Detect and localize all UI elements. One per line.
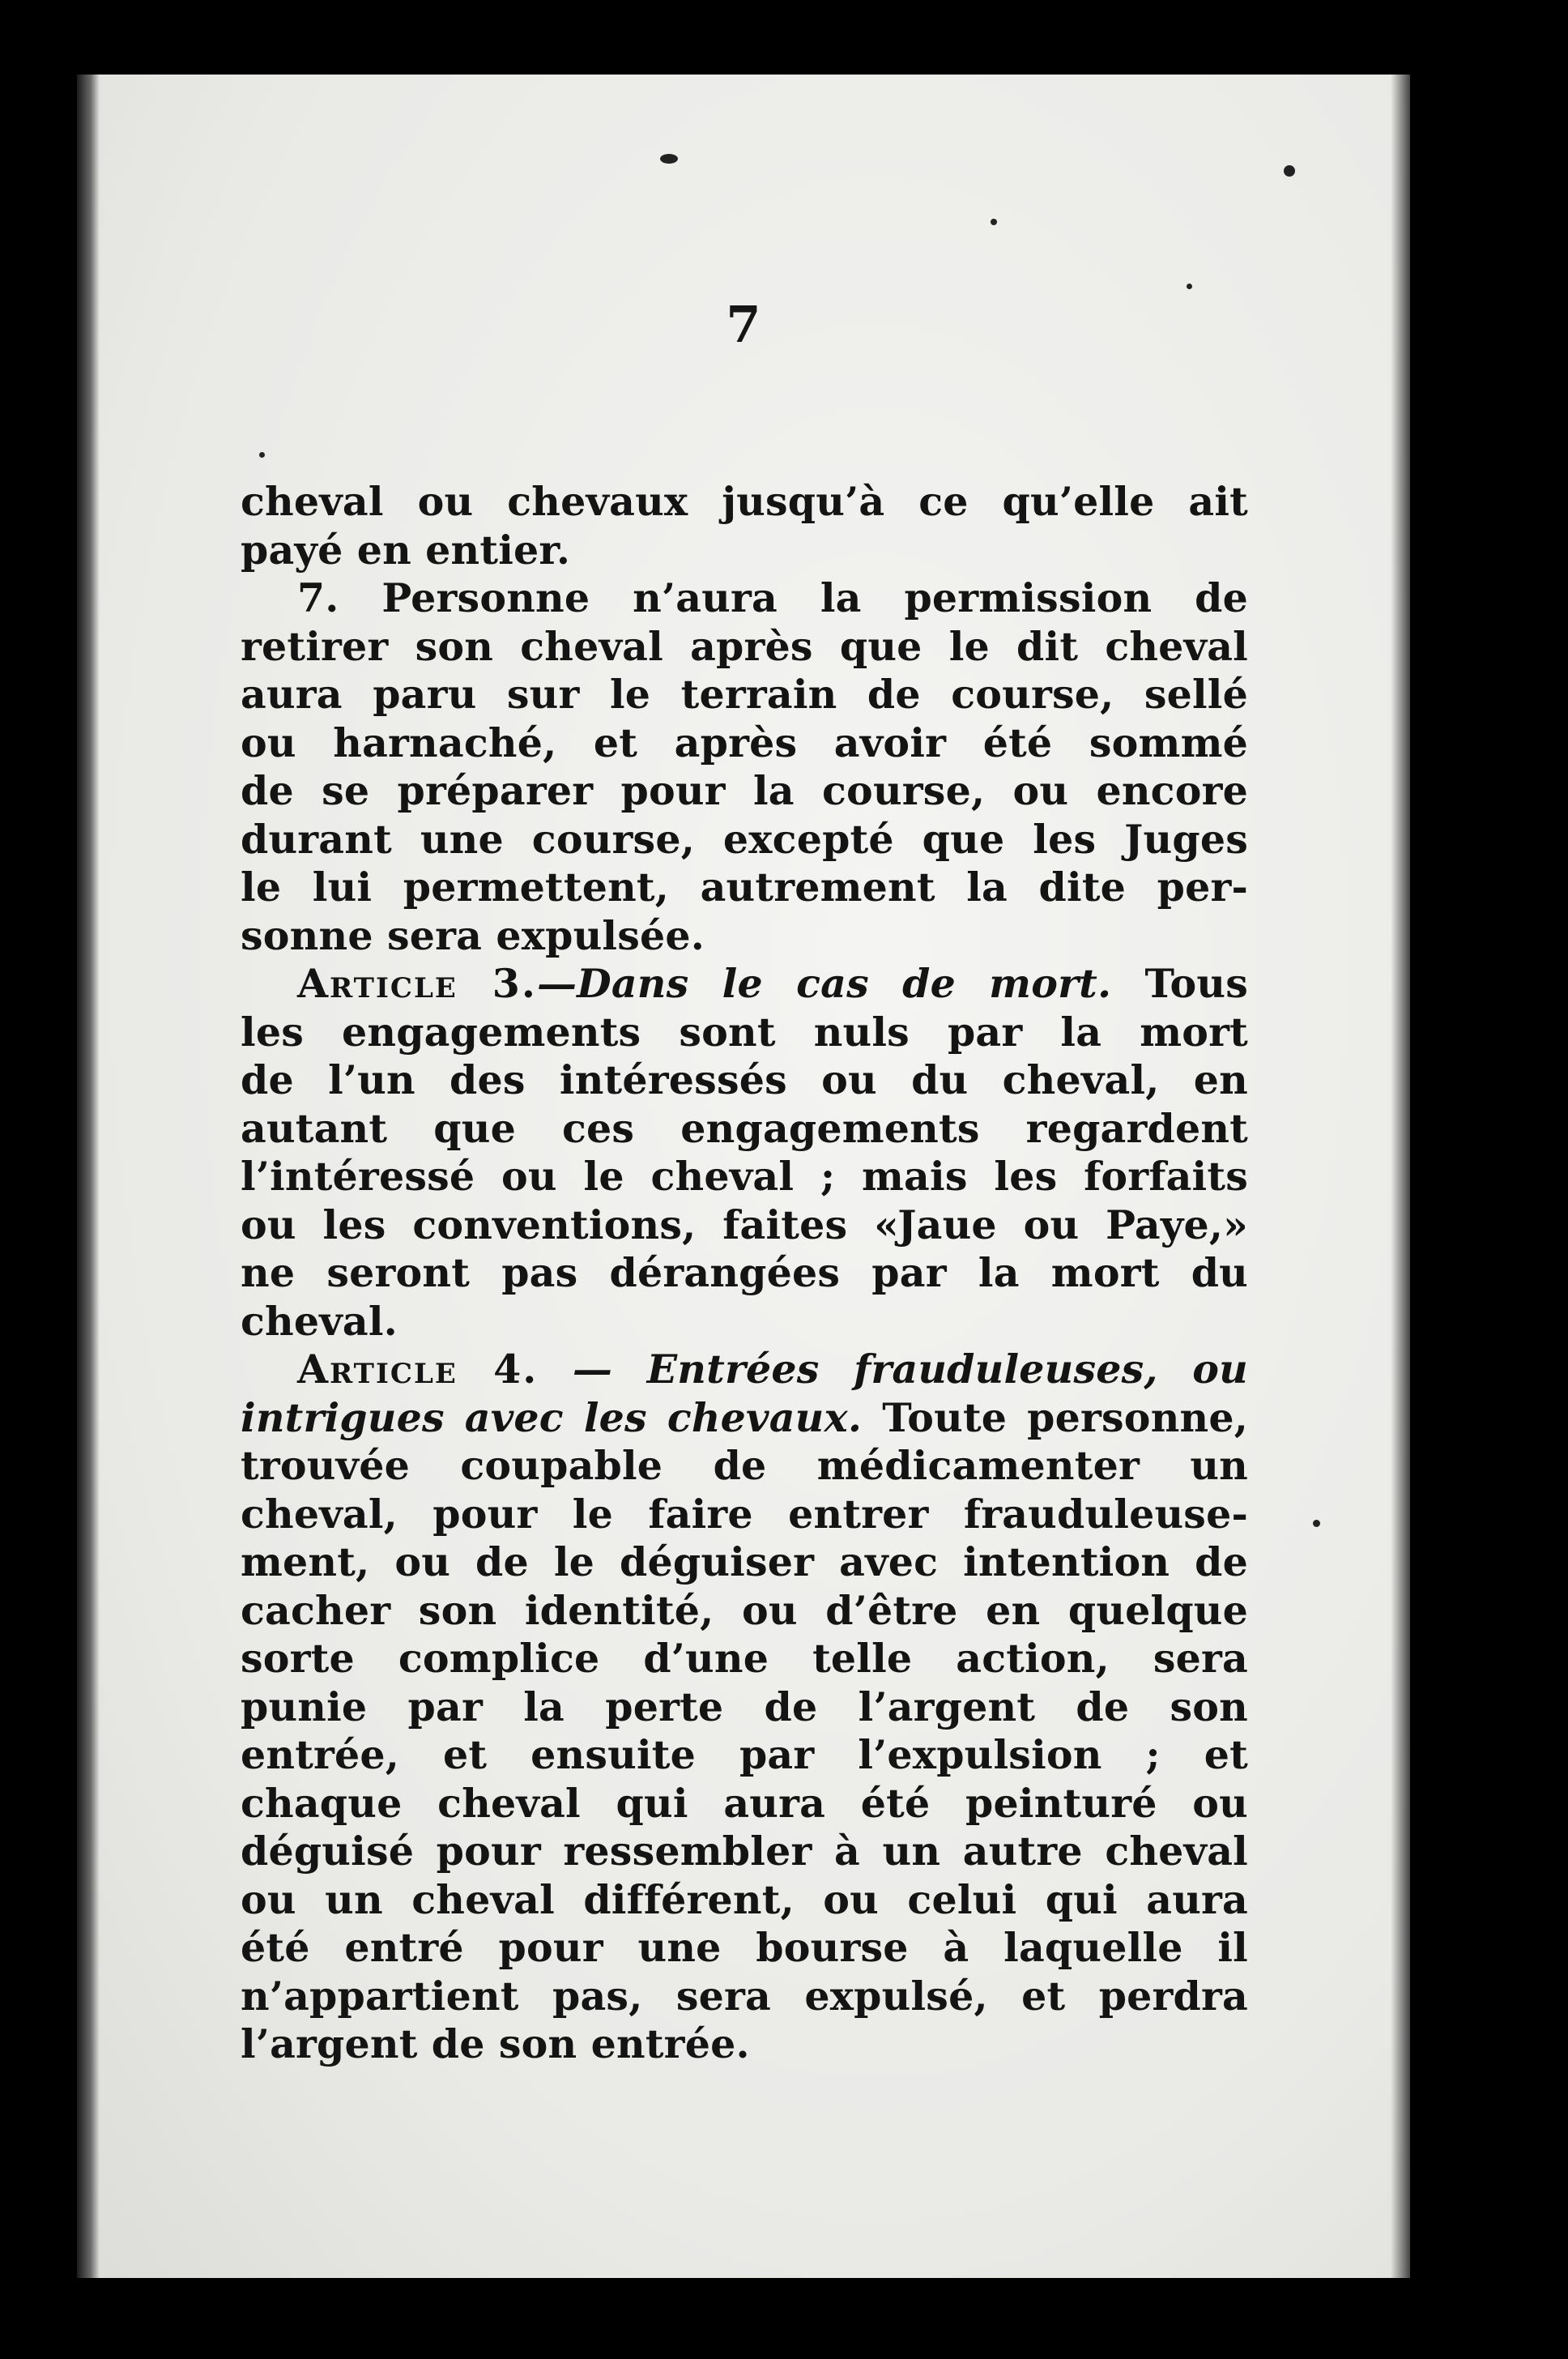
article-title: intrigues avec les chevaux. [241,1393,863,1441]
page-number: 7 [726,295,761,354]
article-heading-line [241,1346,1248,1394]
ink-speck [1284,165,1295,177]
text-line: de l’un des intéressés ou du cheval, en [241,1056,1248,1103]
text-line: sonne sera expulsée. [241,911,705,959]
text-line: ou harnaché, et après avoir été sommé [241,719,1248,766]
article-title: —Dans le cas de mort. [536,960,1112,1007]
text-line: le lui permettent, autrement la dite per- [241,864,1248,911]
text-line: déguisé pour ressembler à un autre cheval [241,1828,1248,1875]
text-line: été entré pour une bourse à laquelle il [241,1924,1248,1971]
text-line: trouvée coupable de médicamenter un [241,1442,1248,1489]
text-line: chaque cheval qui aura été peinturé ou [241,1779,1248,1827]
text-line: cheval, pour le faire entrer frauduleuse- [241,1490,1248,1538]
ink-speck [1313,1520,1320,1527]
article-heading-line: Article 3.—Dans le cas de mort. Tous [297,960,1249,1007]
article-title: — Entrées frauduleuses, ou [538,1346,1248,1393]
text-line: ment, ou de le déguiser avec intention de [241,1538,1248,1585]
article-label: Article 4. [297,1346,539,1393]
text-line: cheval. [241,1297,398,1345]
text-line: intrigues avec les chevaux. Toute personne, [241,1393,1248,1441]
text-line: autant que ces engagements regardent [241,1104,1248,1152]
body-text [241,478,1248,2069]
text-line: ou un cheval différent, ou celui qui aura [241,1875,1248,1923]
text-line: retirer son cheval après que le dit cheval [241,622,1248,670]
page-edge-shadow [1391,75,1410,2278]
text-line: cacher son identité, ou d’être en quelque [241,1586,1248,1634]
text-line: entrée, et ensuite par l’expulsion ; et [241,1731,1248,1778]
text-line: aura paru sur le terrain de course, sellé [241,671,1248,718]
text-line: de se préparer pour la course, ou encore [241,767,1248,814]
text-line: ou les conventions, faites «Jaue ou Paye,» [241,1201,1248,1248]
gutter-shadow [77,75,100,2278]
text-line: ne seront pas dérangées par la mort du [241,1249,1248,1296]
text-line: l’intéressé ou le cheval ; mais les forfaits [241,1153,1248,1200]
book-page [77,75,1410,2278]
text-line: sorte complice d’une telle action, sera [241,1635,1248,1682]
text-line: l’argent de son entrée. [241,2020,750,2067]
ink-speck [660,154,678,164]
text-line: n’appartient pas, sera expulsé, et perdra [241,1972,1248,2020]
article-label: Article 3. [297,960,537,1007]
ink-speck [1187,284,1192,289]
ink-speck [991,219,997,225]
text-line: cheval ou chevaux jusqu’à ce qu’elle ait [241,478,1248,525]
text-line: les engagements sont nuls par la mort [241,1008,1248,1056]
text-line: durant une course, excepté que les Juges [241,815,1248,863]
text-line: 7. Personne n’aura la permission de [297,574,1248,621]
text-line: payé en entier. [241,526,571,574]
text-line: punie par la perte de l’argent de son [241,1683,1248,1730]
ink-speck [259,452,265,458]
